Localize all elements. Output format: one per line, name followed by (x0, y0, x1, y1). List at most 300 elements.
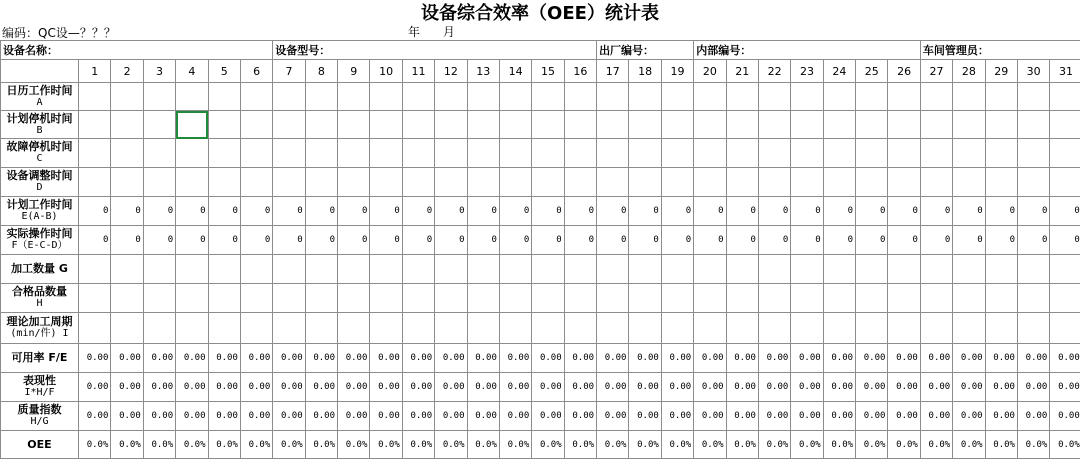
value-cell[interactable] (305, 83, 337, 111)
value-cell[interactable] (240, 111, 272, 139)
value-cell[interactable] (694, 313, 726, 344)
day-number-cell[interactable]: 18 (629, 60, 661, 83)
value-cell[interactable] (953, 284, 985, 313)
value-cell[interactable] (661, 139, 693, 168)
value-cell[interactable] (176, 139, 208, 168)
value-cell[interactable] (370, 284, 402, 313)
value-cell[interactable] (1017, 168, 1049, 197)
value-cell[interactable] (597, 313, 629, 344)
value-cell[interactable]: 0.00 (856, 344, 888, 373)
value-cell[interactable]: 0.0% (823, 431, 855, 459)
value-cell[interactable]: 0.0% (1050, 431, 1080, 459)
value-cell[interactable] (467, 255, 499, 284)
value-cell[interactable] (823, 139, 855, 168)
value-cell[interactable]: 0 (208, 197, 240, 226)
value-cell[interactable] (499, 284, 531, 313)
value-cell[interactable]: 0.0% (79, 431, 111, 459)
value-cell[interactable]: 0 (758, 197, 790, 226)
row-label-cell[interactable] (1, 431, 79, 459)
value-cell[interactable]: 0.0% (888, 431, 920, 459)
value-cell[interactable] (338, 313, 370, 344)
value-cell[interactable]: 0.00 (435, 344, 467, 373)
value-cell[interactable]: 0.00 (920, 344, 952, 373)
selected-cell[interactable] (176, 111, 208, 139)
row-label-cell[interactable] (1, 197, 79, 226)
value-cell[interactable] (338, 168, 370, 197)
value-cell[interactable] (694, 111, 726, 139)
value-cell[interactable] (273, 313, 305, 344)
value-cell[interactable] (726, 139, 758, 168)
value-cell[interactable] (305, 313, 337, 344)
value-cell[interactable]: 0.00 (597, 373, 629, 402)
value-cell[interactable]: 0.00 (499, 402, 531, 431)
value-cell[interactable] (143, 83, 175, 111)
value-cell[interactable] (532, 139, 564, 168)
value-cell[interactable]: 0 (273, 197, 305, 226)
value-cell[interactable]: 0 (564, 226, 596, 255)
value-cell[interactable] (1017, 313, 1049, 344)
day-number-cell[interactable]: 15 (532, 60, 564, 83)
value-cell[interactable]: 0.00 (823, 344, 855, 373)
value-cell[interactable] (985, 168, 1017, 197)
value-cell[interactable] (208, 168, 240, 197)
day-number-cell[interactable]: 10 (370, 60, 402, 83)
internal-no-cell[interactable]: 内部编号： (694, 41, 921, 60)
value-cell[interactable]: 0.00 (629, 373, 661, 402)
value-cell[interactable] (79, 313, 111, 344)
value-cell[interactable] (499, 168, 531, 197)
value-cell[interactable] (79, 284, 111, 313)
value-cell[interactable]: 0.0% (467, 431, 499, 459)
value-cell[interactable] (273, 168, 305, 197)
value-cell[interactable]: 0 (240, 197, 272, 226)
day-number-cell[interactable]: 4 (176, 60, 208, 83)
value-cell[interactable] (143, 255, 175, 284)
value-cell[interactable]: 0 (597, 197, 629, 226)
value-cell[interactable] (791, 284, 823, 313)
value-cell[interactable] (273, 255, 305, 284)
value-cell[interactable]: 0 (791, 226, 823, 255)
value-cell[interactable] (823, 83, 855, 111)
row-label-cell[interactable] (1, 139, 79, 168)
value-cell[interactable]: 0.00 (435, 402, 467, 431)
value-cell[interactable]: 0.00 (694, 402, 726, 431)
value-cell[interactable]: 0.0% (920, 431, 952, 459)
value-cell[interactable]: 0 (208, 226, 240, 255)
value-cell[interactable]: 0.00 (435, 373, 467, 402)
value-cell[interactable] (499, 255, 531, 284)
value-cell[interactable]: 0.00 (1017, 373, 1049, 402)
value-cell[interactable]: 0.00 (1050, 402, 1080, 431)
value-cell[interactable] (402, 284, 434, 313)
value-cell[interactable]: 0.0% (273, 431, 305, 459)
value-cell[interactable]: 0.00 (823, 373, 855, 402)
day-number-cell[interactable]: 29 (985, 60, 1017, 83)
day-number-cell[interactable]: 12 (435, 60, 467, 83)
value-cell[interactable]: 0.00 (79, 373, 111, 402)
value-cell[interactable]: 0.00 (694, 344, 726, 373)
value-cell[interactable] (758, 111, 790, 139)
day-number-cell[interactable]: 1 (79, 60, 111, 83)
value-cell[interactable] (338, 139, 370, 168)
value-cell[interactable] (305, 168, 337, 197)
value-cell[interactable] (953, 83, 985, 111)
value-cell[interactable] (467, 313, 499, 344)
value-cell[interactable]: 0.00 (694, 373, 726, 402)
value-cell[interactable] (176, 255, 208, 284)
value-cell[interactable]: 0 (435, 226, 467, 255)
value-cell[interactable]: 0.0% (208, 431, 240, 459)
value-cell[interactable]: 0.00 (856, 402, 888, 431)
value-cell[interactable] (856, 139, 888, 168)
value-cell[interactable] (273, 83, 305, 111)
value-cell[interactable] (467, 111, 499, 139)
value-cell[interactable] (694, 284, 726, 313)
value-cell[interactable]: 0 (985, 197, 1017, 226)
value-cell[interactable]: 0 (726, 226, 758, 255)
value-cell[interactable]: 0.0% (726, 431, 758, 459)
value-cell[interactable] (726, 255, 758, 284)
value-cell[interactable]: 0 (1017, 226, 1049, 255)
value-cell[interactable] (370, 168, 402, 197)
value-cell[interactable] (920, 83, 952, 111)
value-cell[interactable]: 0.00 (111, 373, 143, 402)
value-cell[interactable]: 0.00 (726, 344, 758, 373)
value-cell[interactable] (240, 139, 272, 168)
row-label-cell[interactable] (1, 402, 79, 431)
value-cell[interactable] (435, 284, 467, 313)
row-label-cell[interactable] (1, 255, 79, 284)
day-number-cell[interactable]: 21 (726, 60, 758, 83)
day-number-cell[interactable]: 7 (273, 60, 305, 83)
value-cell[interactable] (888, 313, 920, 344)
value-cell[interactable]: 0.00 (240, 402, 272, 431)
value-cell[interactable] (661, 313, 693, 344)
value-cell[interactable] (1017, 83, 1049, 111)
value-cell[interactable] (370, 83, 402, 111)
value-cell[interactable]: 0.00 (953, 402, 985, 431)
value-cell[interactable]: 0.00 (143, 373, 175, 402)
value-cell[interactable]: 0.00 (564, 402, 596, 431)
value-cell[interactable]: 0.00 (305, 373, 337, 402)
value-cell[interactable]: 0.00 (208, 373, 240, 402)
value-cell[interactable]: 0.0% (629, 431, 661, 459)
value-cell[interactable] (1050, 284, 1080, 313)
value-cell[interactable] (758, 168, 790, 197)
value-cell[interactable]: 0.00 (629, 402, 661, 431)
value-cell[interactable] (920, 313, 952, 344)
value-cell[interactable] (985, 111, 1017, 139)
value-cell[interactable]: 0.00 (402, 373, 434, 402)
day-number-cell[interactable]: 14 (499, 60, 531, 83)
value-cell[interactable]: 0.00 (758, 373, 790, 402)
value-cell[interactable] (1050, 139, 1080, 168)
day-number-cell[interactable]: 28 (953, 60, 985, 83)
day-number-cell[interactable]: 9 (338, 60, 370, 83)
value-cell[interactable]: 0.00 (176, 373, 208, 402)
value-cell[interactable] (532, 168, 564, 197)
value-cell[interactable] (564, 284, 596, 313)
row-label-cell[interactable] (1, 168, 79, 197)
value-cell[interactable]: 0 (661, 226, 693, 255)
value-cell[interactable] (273, 139, 305, 168)
days-corner-cell[interactable] (1, 60, 79, 83)
value-cell[interactable] (143, 313, 175, 344)
value-cell[interactable]: 0.00 (338, 373, 370, 402)
value-cell[interactable] (597, 284, 629, 313)
value-cell[interactable] (176, 83, 208, 111)
value-cell[interactable]: 0 (532, 197, 564, 226)
value-cell[interactable] (629, 139, 661, 168)
value-cell[interactable]: 0.00 (273, 373, 305, 402)
value-cell[interactable] (532, 255, 564, 284)
value-cell[interactable]: 0.00 (370, 402, 402, 431)
value-cell[interactable] (402, 111, 434, 139)
value-cell[interactable]: 0.00 (532, 344, 564, 373)
value-cell[interactable] (1050, 168, 1080, 197)
day-number-cell[interactable]: 25 (856, 60, 888, 83)
value-cell[interactable] (791, 111, 823, 139)
value-cell[interactable]: 0.0% (791, 431, 823, 459)
value-cell[interactable] (370, 255, 402, 284)
value-cell[interactable]: 0 (499, 226, 531, 255)
value-cell[interactable] (597, 83, 629, 111)
value-cell[interactable]: 0.00 (176, 344, 208, 373)
value-cell[interactable]: 0 (435, 197, 467, 226)
value-cell[interactable] (79, 111, 111, 139)
value-cell[interactable] (694, 83, 726, 111)
value-cell[interactable]: 0.00 (1050, 373, 1080, 402)
value-cell[interactable]: 0 (823, 197, 855, 226)
value-cell[interactable]: 0.0% (338, 431, 370, 459)
day-number-cell[interactable]: 24 (823, 60, 855, 83)
value-cell[interactable] (597, 139, 629, 168)
value-cell[interactable] (467, 83, 499, 111)
value-cell[interactable]: 0.00 (305, 402, 337, 431)
day-number-cell[interactable]: 20 (694, 60, 726, 83)
value-cell[interactable]: 0 (79, 226, 111, 255)
value-cell[interactable] (208, 83, 240, 111)
value-cell[interactable] (370, 111, 402, 139)
value-cell[interactable]: 0.0% (953, 431, 985, 459)
value-cell[interactable]: 0 (143, 197, 175, 226)
value-cell[interactable]: 0 (791, 197, 823, 226)
value-cell[interactable] (532, 284, 564, 313)
value-cell[interactable]: 0.00 (758, 344, 790, 373)
value-cell[interactable] (823, 255, 855, 284)
value-cell[interactable] (305, 139, 337, 168)
value-cell[interactable]: 0 (402, 197, 434, 226)
value-cell[interactable] (694, 255, 726, 284)
value-cell[interactable] (240, 255, 272, 284)
value-cell[interactable]: 0.00 (499, 344, 531, 373)
value-cell[interactable]: 0.0% (370, 431, 402, 459)
value-cell[interactable]: 0 (338, 197, 370, 226)
value-cell[interactable] (467, 168, 499, 197)
value-cell[interactable]: 0 (661, 197, 693, 226)
value-cell[interactable] (856, 83, 888, 111)
value-cell[interactable] (564, 255, 596, 284)
value-cell[interactable] (208, 255, 240, 284)
value-cell[interactable] (370, 139, 402, 168)
value-cell[interactable]: 0.00 (402, 402, 434, 431)
value-cell[interactable] (564, 139, 596, 168)
value-cell[interactable] (694, 168, 726, 197)
value-cell[interactable] (597, 111, 629, 139)
day-number-cell[interactable]: 19 (661, 60, 693, 83)
value-cell[interactable] (532, 313, 564, 344)
value-cell[interactable]: 0.00 (402, 344, 434, 373)
value-cell[interactable]: 0 (370, 226, 402, 255)
value-cell[interactable]: 0.00 (143, 402, 175, 431)
value-cell[interactable] (758, 83, 790, 111)
value-cell[interactable] (111, 139, 143, 168)
value-cell[interactable]: 0.00 (985, 373, 1017, 402)
value-cell[interactable] (1017, 139, 1049, 168)
value-cell[interactable] (402, 168, 434, 197)
value-cell[interactable] (856, 284, 888, 313)
value-cell[interactable] (499, 83, 531, 111)
value-cell[interactable] (338, 284, 370, 313)
value-cell[interactable]: 0.0% (402, 431, 434, 459)
value-cell[interactable]: 0.00 (953, 373, 985, 402)
value-cell[interactable] (79, 168, 111, 197)
value-cell[interactable]: 0 (758, 226, 790, 255)
value-cell[interactable]: 0 (985, 226, 1017, 255)
value-cell[interactable] (273, 284, 305, 313)
value-cell[interactable]: 0 (176, 226, 208, 255)
value-cell[interactable] (240, 83, 272, 111)
value-cell[interactable] (435, 313, 467, 344)
value-cell[interactable] (1017, 284, 1049, 313)
value-cell[interactable]: 0.0% (240, 431, 272, 459)
value-cell[interactable] (629, 255, 661, 284)
value-cell[interactable]: 0.00 (856, 373, 888, 402)
value-cell[interactable]: 0.0% (661, 431, 693, 459)
value-cell[interactable] (467, 139, 499, 168)
value-cell[interactable] (856, 168, 888, 197)
value-cell[interactable]: 0.00 (597, 402, 629, 431)
value-cell[interactable]: 0 (823, 226, 855, 255)
value-cell[interactable] (402, 139, 434, 168)
value-cell[interactable]: 0.00 (791, 344, 823, 373)
value-cell[interactable] (532, 83, 564, 111)
value-cell[interactable]: 0.00 (920, 373, 952, 402)
value-cell[interactable]: 0 (856, 197, 888, 226)
value-cell[interactable] (111, 255, 143, 284)
row-label-cell[interactable] (1, 83, 79, 111)
value-cell[interactable]: 0.00 (111, 344, 143, 373)
value-cell[interactable] (888, 111, 920, 139)
value-cell[interactable] (176, 168, 208, 197)
value-cell[interactable]: 0 (240, 226, 272, 255)
value-cell[interactable] (79, 139, 111, 168)
value-cell[interactable]: 0.00 (888, 373, 920, 402)
value-cell[interactable]: 0.00 (143, 344, 175, 373)
row-label-cell[interactable] (1, 313, 79, 344)
value-cell[interactable] (435, 168, 467, 197)
value-cell[interactable]: 0 (467, 226, 499, 255)
value-cell[interactable] (726, 284, 758, 313)
value-cell[interactable] (1050, 313, 1080, 344)
value-cell[interactable] (240, 284, 272, 313)
value-cell[interactable] (985, 255, 1017, 284)
value-cell[interactable]: 0 (953, 197, 985, 226)
day-number-cell[interactable]: 3 (143, 60, 175, 83)
value-cell[interactable] (564, 313, 596, 344)
value-cell[interactable] (435, 255, 467, 284)
value-cell[interactable]: 0 (920, 197, 952, 226)
value-cell[interactable]: 0 (273, 226, 305, 255)
day-number-cell[interactable]: 26 (888, 60, 920, 83)
value-cell[interactable]: 0.00 (370, 373, 402, 402)
value-cell[interactable] (629, 313, 661, 344)
row-label-cell[interactable] (1, 284, 79, 313)
value-cell[interactable] (694, 139, 726, 168)
value-cell[interactable] (111, 313, 143, 344)
value-cell[interactable] (467, 284, 499, 313)
value-cell[interactable]: 0.0% (111, 431, 143, 459)
value-cell[interactable] (564, 168, 596, 197)
value-cell[interactable] (564, 111, 596, 139)
value-cell[interactable] (726, 313, 758, 344)
value-cell[interactable]: 0.00 (985, 344, 1017, 373)
value-cell[interactable]: 0.00 (273, 344, 305, 373)
factory-no-cell[interactable]: 出厂编号： (597, 41, 694, 60)
value-cell[interactable] (888, 168, 920, 197)
value-cell[interactable] (823, 313, 855, 344)
value-cell[interactable]: 0.00 (888, 344, 920, 373)
value-cell[interactable] (953, 139, 985, 168)
value-cell[interactable] (240, 313, 272, 344)
value-cell[interactable]: 0.00 (176, 402, 208, 431)
value-cell[interactable] (920, 255, 952, 284)
value-cell[interactable]: 0 (597, 226, 629, 255)
value-cell[interactable] (823, 284, 855, 313)
value-cell[interactable]: 0.00 (661, 402, 693, 431)
value-cell[interactable]: 0.00 (564, 373, 596, 402)
value-cell[interactable] (402, 83, 434, 111)
value-cell[interactable]: 0.00 (467, 402, 499, 431)
value-cell[interactable]: 0 (1050, 226, 1080, 255)
value-cell[interactable] (143, 111, 175, 139)
value-cell[interactable]: 0.0% (694, 431, 726, 459)
value-cell[interactable]: 0.00 (305, 344, 337, 373)
value-cell[interactable]: 0 (694, 226, 726, 255)
value-cell[interactable]: 0.00 (1017, 344, 1049, 373)
value-cell[interactable] (597, 168, 629, 197)
value-cell[interactable]: 0.0% (499, 431, 531, 459)
value-cell[interactable] (176, 313, 208, 344)
value-cell[interactable]: 0 (953, 226, 985, 255)
value-cell[interactable] (1017, 111, 1049, 139)
value-cell[interactable] (985, 139, 1017, 168)
row-label-cell[interactable] (1, 373, 79, 402)
value-cell[interactable] (499, 111, 531, 139)
value-cell[interactable]: 0.00 (564, 344, 596, 373)
value-cell[interactable] (920, 168, 952, 197)
value-cell[interactable]: 0 (629, 226, 661, 255)
value-cell[interactable] (953, 255, 985, 284)
value-cell[interactable]: 0.00 (1050, 344, 1080, 373)
value-cell[interactable]: 0.00 (791, 402, 823, 431)
value-cell[interactable] (176, 284, 208, 313)
day-number-cell[interactable]: 22 (758, 60, 790, 83)
day-number-cell[interactable]: 31 (1050, 60, 1080, 83)
value-cell[interactable]: 0.00 (370, 344, 402, 373)
value-cell[interactable]: 0 (564, 197, 596, 226)
value-cell[interactable] (661, 83, 693, 111)
